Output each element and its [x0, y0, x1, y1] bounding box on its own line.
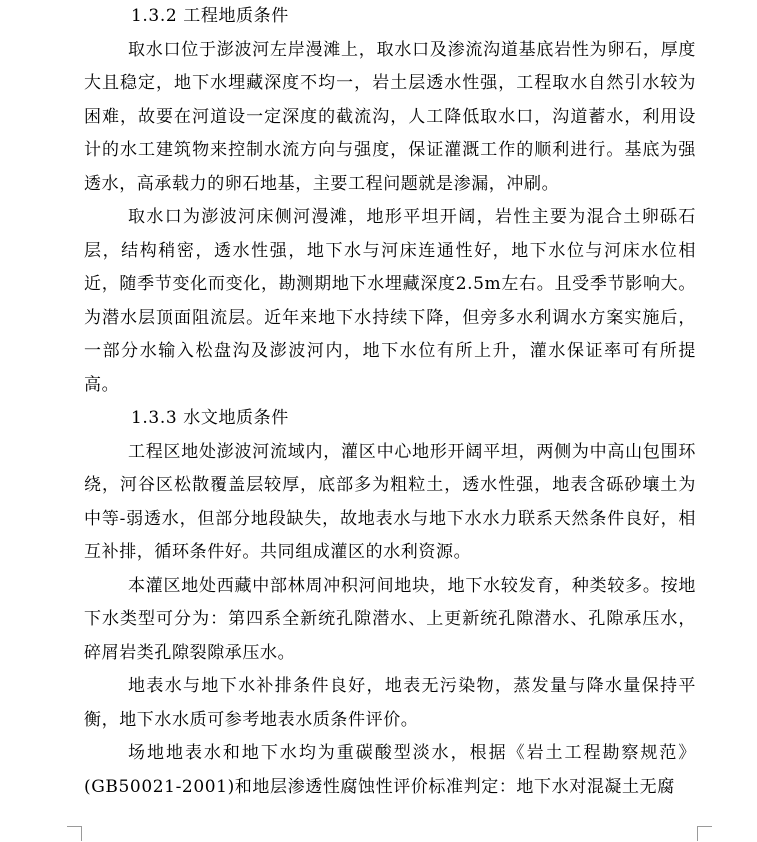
margin-corner-mark-right	[697, 826, 712, 841]
paragraph: 地表水与地下水补排条件良好，地表无污染物，蒸发量与降水量保持平衡，地下水水质可参考地表水质条件评价。	[84, 676, 696, 730]
paragraph: 本灌区地处西藏中部林周冲积河间地块，地下水较发育，种类较多。按地下水类型可分为：第四系全新统孔隙潜水、上更新统孔隙潜水、孔隙承压水，碎屑岩类孔隙裂隙承压水。	[84, 575, 696, 663]
section-heading-hydro: 1.3.3 水文地质条件	[131, 408, 289, 428]
paragraph: 工程区地处澎波河流域内，灌区中心地形开阔平坦，两侧为中高山包围环绕，河谷区松散覆盖层较厚，底部多为粗粒土，透水性强，地表含砾砂壤土为中等-弱透水，但部分地段缺失，故地表水与地下水水力联系天然条件良好，相互补排，循环条件好。共同组成灌区的水利资源。	[84, 441, 696, 562]
paragraph: 取水口位于澎波河左岸漫滩上，取水口及渗流沟道基底岩性为卵石，厚度大且稳定，地下水埋藏深度不均一，岩土层透水性强，工程取水自然引水较为困难，故要在河道设一定深度的截流沟，人工降低取水口，沟道蓄水，利用设计的水工建筑物来控制水流方向与强度，保证灌溉工作的顺利进行。基底为强透水，高承载力的卵石地基，主要工程问题就是渗漏，冲刷。	[84, 39, 696, 194]
margin-corner-mark-left	[67, 826, 82, 841]
document-body	[84, 0, 696, 804]
paragraph: 场地地表水和地下水均为重碳酸型淡水，根据《岩土工程勘察规范》(GB50021-2001)和地层渗透性腐蚀性评价标准判定：地下水对混凝土无腐	[84, 743, 696, 797]
paragraph: 取水口为澎波河床侧河漫滩，地形平坦开阔，岩性主要为混合土卵砾石层，结构稍密，透水性强，地下水与河床连通性好，地下水位与河床水位相近，随季节变化而变化，勘测期地下水埋藏深度2.5m左右。且受季节影响大。为潜水层顶面阻流层。近年来地下水持续下降，但旁多水利调水方案实施后，一部分水输入松盘沟及澎波河内，地下水位有所上升，灌水保证率可有所提高。	[84, 207, 696, 395]
section-heading-geology: 1.3.2 工程地质条件	[131, 6, 289, 26]
